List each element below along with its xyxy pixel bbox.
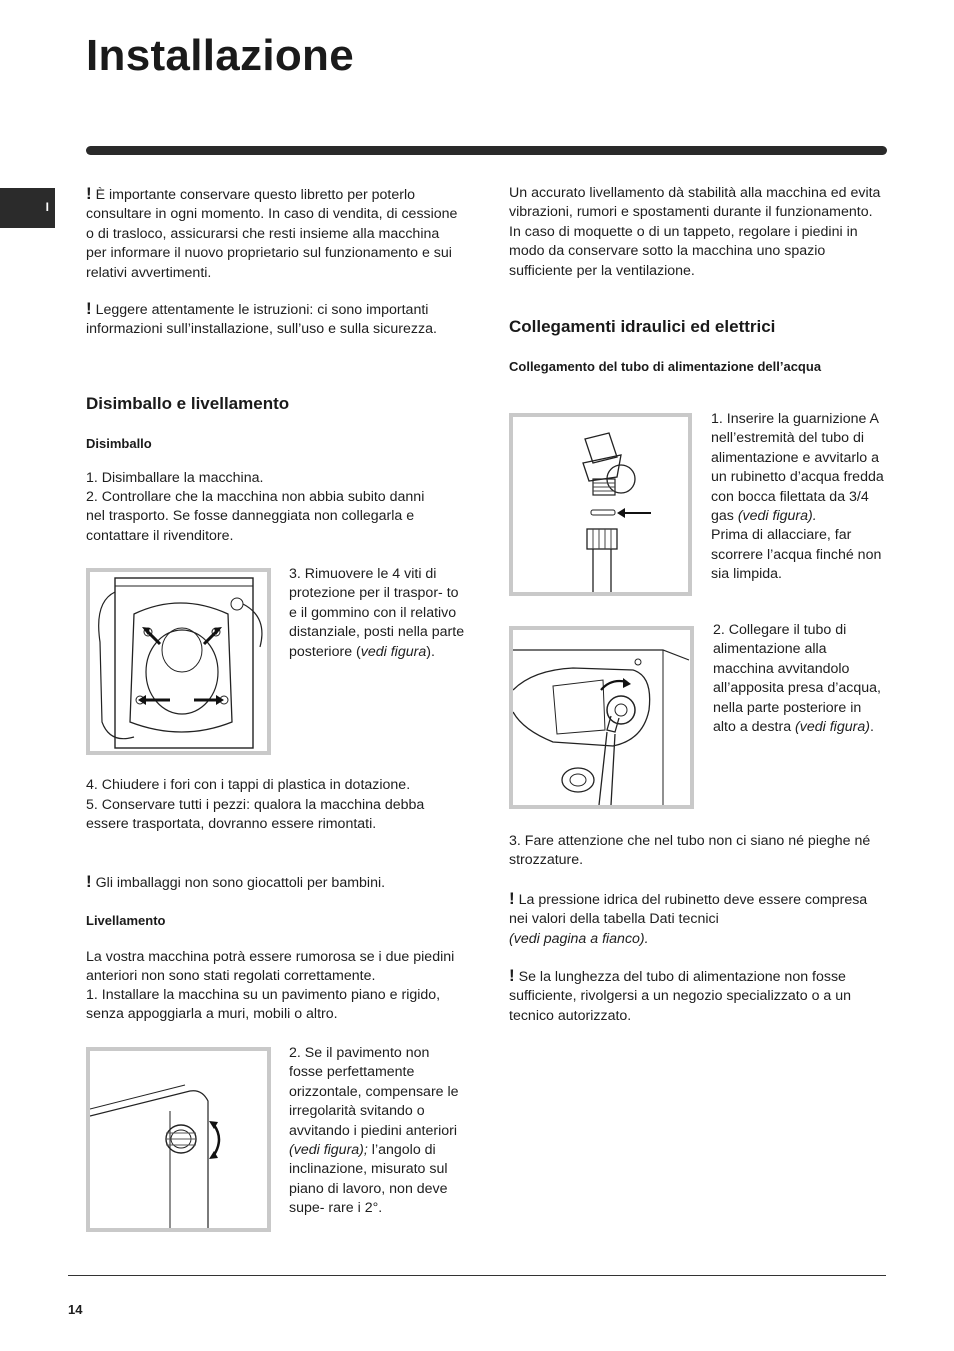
intro-paragraph-2 <box>86 299 446 340</box>
connection-step-2-ref: (vedi figura) <box>795 719 870 736</box>
foot-illustration <box>90 1051 267 1228</box>
warning-toys-text: Gli imballaggi non sono giocattoli per bambini. <box>95 875 386 891</box>
intro-text-2: Leggere attentamente le istruzioni: ci sono importanti informazioni sull’installazione, sull’uso e sulla sicurezza. <box>86 302 437 338</box>
warning-icon: ! <box>509 966 515 985</box>
connection-step-1-ref: (vedi figura). <box>737 508 817 525</box>
connection-step-3: 3. Fare attenzione che nel tubo non ci siano né pieghe né strozzature. <box>509 833 871 869</box>
warning-icon: ! <box>86 872 92 891</box>
connection-step-1 <box>711 410 887 585</box>
connection-step-2 <box>713 621 887 737</box>
step-3 <box>289 565 465 662</box>
section-heading-collegamenti: Collegamenti idraulici ed elettrici <box>509 317 776 336</box>
figure-rear-screws <box>86 568 271 755</box>
figure-tap-connection <box>509 413 692 596</box>
step-3-ref: vedi figura <box>360 643 427 660</box>
header-rule <box>86 146 887 155</box>
step-2: 2. Controllare che la macchina non abbia subito danni nel trasporto. Se fosse danneggiata non collegarla e contattare il rivenditore. <box>86 489 425 544</box>
connection-step-2-end: . <box>869 719 874 736</box>
step-5: 5. Conservare tutti i pezzi: qualora la macchina debba essere trasportata, dovranno essere rimontati. <box>86 797 425 833</box>
intro-text-1: È importante conservare questo libretto per poterlo consultare in ogni momento. In caso di vendita, di cessione o di trasloco, assicurarsi che resti insieme alla macchina per informare il nuovo proprietario sul funzionamento e sui relativi avvertimenti. <box>86 187 458 281</box>
livellamento-step-2 <box>289 1044 465 1219</box>
inlet-illustration <box>513 630 690 805</box>
rear-washer-illustration <box>90 572 267 751</box>
livellamento-step-2-ref: (vedi figura); <box>289 1142 368 1159</box>
language-tab: I <box>0 188 55 228</box>
figure-foot-adjust <box>86 1047 271 1232</box>
connection-step-1-text: 1. Inserire la guarnizione A nell’estremità del tubo di alimentazione e avvitarlo a un rubinetto d’acqua fredda con bocca filettata da 3/4 gas <box>711 411 884 525</box>
warning-pressure-text: La pressione idrica del rubinetto deve essere compresa nei valori della tabella Dati tecnici <box>509 892 868 928</box>
step-1: 1. Disimballare la macchina. <box>86 470 264 486</box>
step-3-end: ). <box>426 643 435 660</box>
levelling-paragraph: Un accurato livellamento dà stabilità alla macchina ed evita vibrazioni, rumori e spostamenti durante il funzionamento. In caso di moquette o di un tappeto, regolare i piedini in modo da conservare sotto la macchina uno spazio sufficiente per la ventilazione. <box>509 185 881 279</box>
livellamento-step-1: 1. Installare la macchina su un pavimento piano e rigido, senza appoggiarla a muri, mobili o altro. <box>86 987 441 1023</box>
page-title: Installazione <box>86 31 354 80</box>
warning-hose-length-text: Se la lunghezza del tubo di alimentazione non fosse sufficiente, rivolgersi a un negozio specializzato o a un tecnico autorizzato. <box>509 969 852 1024</box>
connection-step-1-note: Prima di allacciare, far scorrere l’acqua finché non sia limpida. <box>711 527 882 583</box>
sub-heading-disimballo: Disimballo <box>86 436 152 451</box>
livellamento-step-2-end: l’angolo di inclinazione, misurato sul piano di lavoro, non deve supe- rare i 2°. <box>289 1142 448 1217</box>
warning-pressure-ref: (vedi pagina a fianco). <box>509 930 649 947</box>
livellamento-text: La vostra macchina potrà essere rumorosa se i due piedini anteriori non sono stati regolati correttamente. <box>86 949 455 985</box>
warning-icon: ! <box>86 184 92 203</box>
connection-step-2-text: 2. Collegare il tubo di alimentazione alla macchina avvitandolo all’apposita presa d’acqua, nella parte posteriore in alto a destra <box>713 622 881 736</box>
section-heading-disimballo-livellamento: Disimballo e livellamento <box>86 394 290 413</box>
warning-icon: ! <box>509 889 515 908</box>
warning-icon: ! <box>86 299 92 318</box>
livellamento-step-2-text: 2. Se il pavimento non fosse perfettamente orizzontale, compensare le irregolarità svitando o avvitando i piedini anteriori <box>289 1045 459 1139</box>
page-number: 14 <box>68 1302 83 1317</box>
step-4: 4. Chiudere i fori con i tappi di plastica in dotazione. <box>86 777 411 793</box>
sub-heading-tubo-alimentazione: Collegamento del tubo di alimentazione dell’acqua <box>509 359 822 374</box>
intro-paragraph-1 <box>86 184 462 283</box>
footer-rule <box>68 1275 886 1276</box>
warning-toys <box>86 872 466 893</box>
tap-illustration <box>513 417 688 592</box>
warning-hose-length <box>509 966 889 1026</box>
step-3-text: 3. Rimuovere le 4 viti di protezione per il traspor- to e il gommino con il relativo distanziale, posti nella parte posteriore ( <box>289 566 465 660</box>
sub-heading-livellamento: Livellamento <box>86 913 166 928</box>
figure-machine-inlet <box>509 626 694 809</box>
warning-pressure <box>509 889 887 949</box>
